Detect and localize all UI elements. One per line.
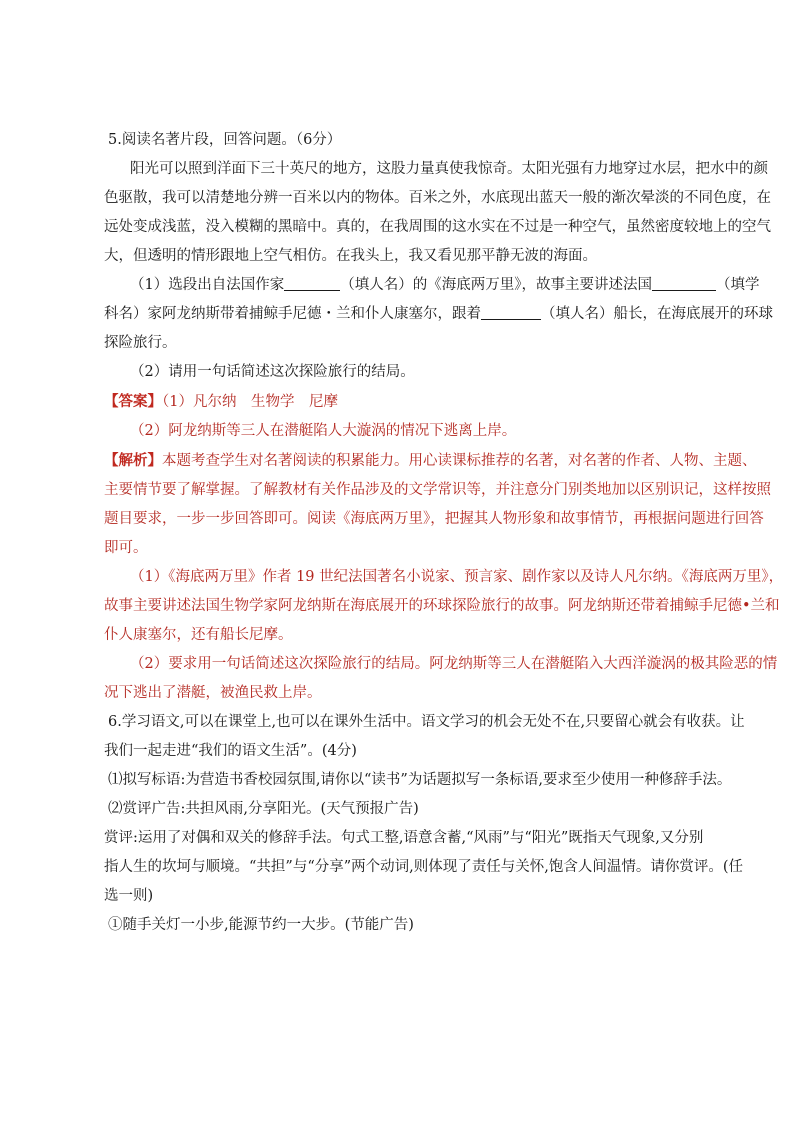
q6-item-1: ①随手关灯一小步,能源节约一大步。(节能广告) [108,917,414,933]
analysis-2-line: （2）要求用一句话简述这次探险旅行的结局。阿龙纳斯等三人在潜艇陷入大西洋漩涡的极其险恶的情 [130,656,778,672]
blank-captain[interactable] [481,305,541,320]
analysis-1-line: 仆人康塞尔，还有船长尼摩。 [104,627,293,643]
question-5-title: 5.阅读名著片段，回答问题。（6分） [108,132,342,148]
answer-line: （2）阿龙纳斯等三人在潜艇陷人大漩涡的情况下逃离上岸。 [130,423,517,439]
passage-line: 阳光可以照到洋面下三十英尺的地方，这股力量真使我惊奇。太阳光强有力地穿过水层，把水中的颜 [130,161,768,177]
question-6-title-cont: 我们一起走进“我们的语文生活”。(4分) [104,743,357,759]
analysis-1-line: 故事主要讲述法国生物学家阿龙纳斯在海底展开的环球探险旅行的故事。阿龙纳斯还带着捕鲸手尼德•兰和 [104,598,780,614]
sub-question-1-cont: 科名）家阿龙纳斯带着捕鲸手尼德・兰和仆人康塞尔，跟着 （填人名）船长，在海底展开的环球 [104,306,773,322]
sub-question-1-end: 探险旅行。 [104,335,177,351]
question-6-title: 6.学习语文,可以在课堂上,也可以在课外生活中。语文学习的机会无处不在,只要留心就会有收获。让 [108,714,745,730]
q6-sub-question-2: ⑵赏评广告:共担风雨,分享阳光。(天气预报广告) [108,801,419,817]
passage-line: 远处变成浅蓝，没入模糊的黑暗中。真的，在我周围的这水实在不过是一种空气，虽然密度较地上的空气 [104,219,771,235]
blank-subject[interactable] [652,276,716,291]
appraisal-line: 指人生的坎坷与顺境。“共担”与“分享”两个动词,则体现了责任与关怀,饱含人间温情。请你赏评。(任 [104,859,744,875]
document-page [104,126,784,940]
appraisal-line: 赏评:运用了对偶和双关的修辞手法。句式工整,语意含蓄,“风雨”与“阳光”既指天气现象,又分别 [104,830,704,846]
answer-tag: 【答案】 [104,393,162,410]
analysis-1-line: （1）《海底两万里》作者 19 世纪法国著名小说家、预言家、剧作家以及诗人凡尔纳。《海底两万里》， [130,569,784,585]
blank-author[interactable] [284,276,340,291]
analysis-line: 【解析】本题考查学生对名著阅读的积累能力。用心读课标推荐的名著，对名著的作者、人物、主题、 [104,452,757,469]
sub-question-2: （2）请用一句话简述这次探险旅行的结局。 [130,364,415,380]
analysis-line: 即可。 [104,540,148,556]
q6-sub-question-1: ⑴拟写标语:为营造书香校园氛围,请你以“读书”为话题拟写一条标语,要求至少使用一种修辞手法。 [108,772,732,788]
appraisal-line: 选一则) [104,888,154,904]
analysis-2-line: 况下逃出了潜艇，被渔民救上岸。 [104,685,322,701]
analysis-tag: 【解析】 [104,452,162,469]
sub-question-1: （1）选段出自法国作家 （填人名）的《海底两万里》，故事主要讲述法国 （填学 [130,277,760,293]
analysis-line: 主要情节要了解掌握。了解教材有关作品涉及的文学常识等，并注意分门别类地加以区别识记，这样按照 [104,482,771,498]
analysis-line: 题目要求，一步一步回答即可。阅读《海底两万里》，把握其人物形象和故事情节，再根据问题进行回答 [104,511,764,527]
passage-line: 色驱散，我可以清楚地分辨一百米以内的物体。百米之外，水底现出蓝天一般的渐次晕淡的不同色度，在 [104,190,771,206]
answer-line: 【答案】（1）凡尔纳 生物学 尼摩 [104,393,338,410]
passage-line: 大，但透明的情形跟地上空气相仿。在我头上，我又看见那平静无波的海面。 [104,248,597,264]
